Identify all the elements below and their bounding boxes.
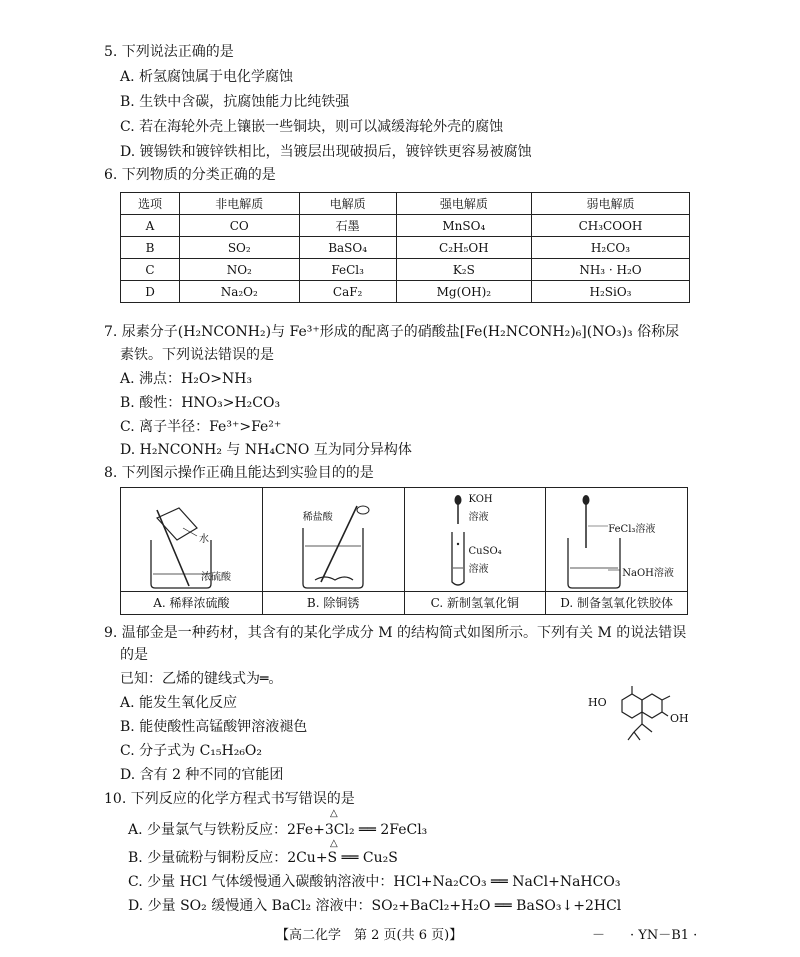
- q6-cell: 石墨: [299, 215, 396, 237]
- q8-a-water-label: 水: [199, 534, 209, 545]
- q6-row-a: [121, 215, 690, 237]
- q10-option-d: D. 少量 SO₂ 缓慢通入 BaCl₂ 溶液中：SO₂+BaCl₂+H₂O ══ BaSO₃↓+2HCl: [128, 898, 622, 914]
- q6-cell: FeCl₃: [299, 259, 396, 281]
- q6-cell: NO₂: [180, 259, 300, 281]
- footer-dash: －: [592, 928, 606, 943]
- q8-caption-d: D. 制备氢氧化铁胶体: [546, 591, 687, 614]
- q6-row-d: [121, 281, 690, 303]
- q6-cell: MnSO₄: [396, 215, 531, 237]
- q6-cell: BaSO₄: [299, 237, 396, 259]
- q7-stem-line1: 7. 尿素分子(H₂NCONH₂)与 Fe³⁺形成的配离子的硝酸盐[Fe(H₂NCONH₂)₆](NO₃)₃ 俗称尿: [104, 324, 680, 340]
- q6-header-cell: 弱电解质: [531, 193, 689, 215]
- q6-header-row: [121, 193, 690, 215]
- q5-option-c: C. 若在海轮外壳上镶嵌一些铜块，则可以减缓海轮外壳的腐蚀: [120, 119, 504, 135]
- q6-row-b: [121, 237, 690, 259]
- q9-stem-line1: 9. 温郁金是一种药材，其含有的某化学成分 M 的结构简式如图所示。下列有关 M 的说法错误: [104, 625, 687, 641]
- q10-option-c: C. 少量 HCl 气体缓慢通入碳酸钠溶液中：HCl+Na₂CO₃ ══ NaCl+NaHCO₃: [128, 874, 621, 890]
- q10-stem: 10. 下列反应的化学方程式书写错误的是: [104, 791, 355, 807]
- q7-option-c: C. 离子半径：Fe³⁺>Fe²⁺: [120, 419, 282, 435]
- q8-d-naoh-label: NaOH溶液: [622, 568, 674, 579]
- dilution-diagram-icon: [121, 488, 262, 592]
- q6-cell: C₂H₅OH: [396, 237, 531, 259]
- q9-option-a: A. 能发生氧化反应: [120, 695, 238, 711]
- q8-b-acid-label: 稀盐酸: [302, 512, 333, 523]
- q6-header-cell: 非电解质: [180, 193, 300, 215]
- q9-ho-label: HO: [588, 696, 607, 709]
- q10-a-heat-icon: △: [330, 808, 338, 819]
- q6-cell: K₂S: [396, 259, 531, 281]
- q6-cell: CO: [180, 215, 300, 237]
- q8-cell-b: [263, 488, 405, 614]
- q6-header-cell: 强电解质: [396, 193, 531, 215]
- q8-d-fecl3-label: FeCl₃溶液: [608, 524, 656, 535]
- q6-header-cell: 电解质: [299, 193, 396, 215]
- q9-option-d: D. 含有 2 种不同的官能团: [120, 767, 284, 783]
- q9-known: 已知：乙烯的键线式为═。: [120, 671, 283, 687]
- q8-figure-table: [120, 487, 688, 615]
- q5-option-a: A. 析氢腐蚀属于电化学腐蚀: [120, 69, 294, 85]
- footer-code: · YN－B1 ·: [630, 928, 698, 943]
- q7-option-d: D. H₂NCONH₂ 与 NH₄CNO 互为同分异构体: [120, 442, 412, 458]
- q8-caption-c: C. 新制氢氧化铜: [405, 591, 546, 614]
- q6-cell: B: [121, 237, 180, 259]
- q10-option-a: A. 少量氯气与铁粉反应：2Fe+3Cl₂ ══ 2FeCl₃: [128, 822, 428, 838]
- q8-cell-d: [546, 488, 687, 614]
- q6-cell: H₂SiO₃: [531, 281, 689, 303]
- q9-option-c: C. 分子式为 C₁₅H₂₆O₂: [120, 743, 263, 759]
- q8-c-koh-label: KOH: [468, 494, 493, 505]
- q5-option-d: D. 镀锡铁和镀锌铁相比，当镀层出现破损后，镀锌铁更容易被腐蚀: [120, 144, 532, 160]
- q6-cell: D: [121, 281, 180, 303]
- q8-stem: 8. 下列图示操作正确且能达到实验目的的是: [104, 465, 374, 481]
- q9-oh-label: OH: [670, 712, 689, 725]
- q8-c-koh-solution-label: 溶液: [468, 512, 489, 523]
- q8-caption-a: A. 稀释浓硫酸: [121, 591, 262, 614]
- q8-c-cuso4-label: CuSO₄: [468, 546, 502, 557]
- q6-cell: CH₃COOH: [531, 215, 689, 237]
- q8-caption-b: B. 除铜锈: [263, 591, 404, 614]
- q10-b-heat-icon: △: [330, 838, 338, 849]
- q6-cell: NH₃ · H₂O: [531, 259, 689, 281]
- q7-option-b: B. 酸性：HNO₃>H₂CO₃: [120, 395, 281, 411]
- q6-cell: Mg(OH)₂: [396, 281, 531, 303]
- q6-header-cell: 选项: [121, 193, 180, 215]
- q6-cell: A: [121, 215, 180, 237]
- q8-cell-a: [121, 488, 263, 614]
- q6-cell: SO₂: [180, 237, 300, 259]
- footer-page-info: 【高二化学 第 2 页(共 6 页)】: [276, 928, 463, 943]
- q5-option-b: B. 生铁中含碳，抗腐蚀能力比纯铁强: [120, 94, 350, 110]
- q8-a-acid-label: 浓硫酸: [201, 572, 231, 583]
- q8-cell-c: [405, 488, 547, 614]
- q7-stem-line2: 素铁。下列说法错误的是: [120, 347, 274, 363]
- q7-option-a: A. 沸点：H₂O>NH₃: [120, 371, 253, 387]
- q6-row-c: [121, 259, 690, 281]
- q6-cell: C: [121, 259, 180, 281]
- q9-option-b: B. 能使酸性高锰酸钾溶液褪色: [120, 719, 308, 735]
- q5-stem: 5. 下列说法正确的是: [104, 44, 234, 60]
- q9-stem-line2: 的是: [120, 647, 148, 663]
- q6-cell: Na₂O₂: [180, 281, 300, 303]
- q10-option-b: B. 少量硫粉与铜粉反应：2Cu+S ══ Cu₂S: [128, 850, 398, 866]
- q6-stem: 6. 下列物质的分类正确的是: [104, 167, 276, 183]
- rust-removal-diagram-icon: [263, 488, 404, 592]
- q8-c-cuso4-solution-label: 溶液: [468, 564, 489, 575]
- q6-cell: H₂CO₃: [531, 237, 689, 259]
- q6-cell: CaF₂: [299, 281, 396, 303]
- q6-table: [120, 192, 690, 303]
